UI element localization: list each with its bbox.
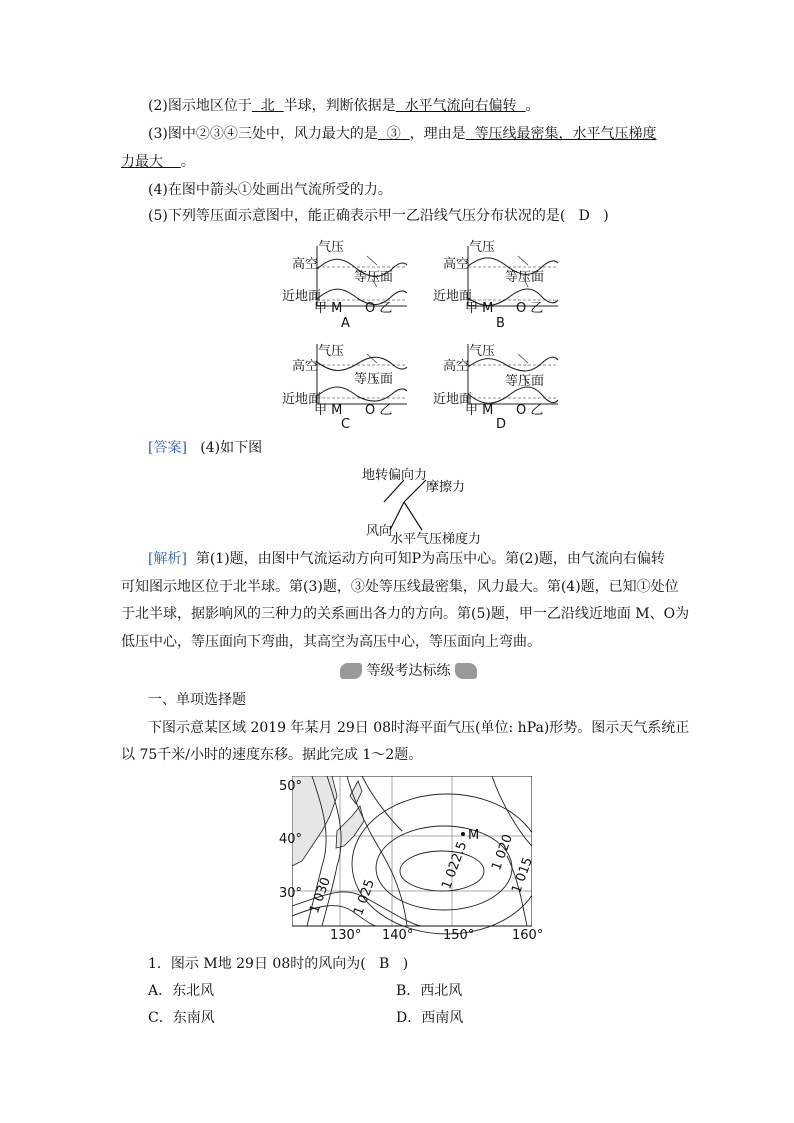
isobaric-diagrams	[0, 232, 794, 432]
map-lon150: 150°	[443, 928, 475, 943]
section-banner: 等级考达标练	[340, 660, 477, 680]
a-ground: 近地面	[282, 289, 322, 304]
d-high: 高空	[443, 359, 470, 374]
c-ground: 近地面	[282, 392, 322, 407]
label-a: A	[341, 316, 350, 331]
isobar-1030: 1 030	[307, 875, 335, 916]
q2-line: (2)图示地区位于 北 半球，判断依据是 水平气流向右偏转 。	[148, 98, 540, 114]
label-d: D	[496, 417, 507, 432]
label-b: B	[496, 316, 505, 331]
c-yi: O 乙	[365, 403, 393, 418]
analysis-line4: 低压中心，等压面向下弯曲，其高空为高压中心，等压面向上弯曲。	[121, 634, 541, 650]
intro-line2: 以 75千米/小时的速度东移。据此完成 1～2题。	[121, 747, 423, 763]
q1-option-d: D．西南风	[396, 1010, 464, 1026]
c-pressure: 气压	[318, 344, 345, 359]
c-high: 高空	[292, 359, 319, 374]
q3-line2: 力最大 。	[121, 154, 195, 170]
a-yi: O 乙	[365, 301, 393, 316]
isobar-1020: 1 020	[489, 832, 517, 873]
a-pressure: 气压	[318, 240, 345, 255]
b-isobaric: 等压面	[505, 270, 545, 285]
map-lon160: 160°	[512, 928, 544, 943]
isobar-1022: 1 022.5	[439, 839, 471, 892]
answer-line: [答案] (4)如下图	[148, 440, 263, 456]
b-pressure: 气压	[469, 240, 496, 255]
b-yi: O 乙	[516, 301, 544, 316]
q4-line: (4)在图中箭头①处画出气流所受的力。	[148, 182, 392, 198]
d-pressure: 气压	[469, 344, 496, 359]
b-ground: 近地面	[433, 289, 473, 304]
d-yi: O 乙	[516, 403, 544, 418]
q1-option-c: C．东南风	[148, 1010, 215, 1026]
map-lon140: 140°	[382, 928, 414, 943]
q1-stem: 1．图示 M地 29日 08时的风向为( B )	[148, 956, 409, 972]
b-high: 高空	[443, 257, 470, 272]
map-lat50: 50°	[279, 779, 303, 794]
label-pgf: 水平气压梯度力	[390, 532, 482, 547]
map-lat40: 40°	[279, 832, 303, 847]
q1-option-b: B．西北风	[396, 983, 463, 999]
quote-right-icon	[455, 663, 477, 679]
d-ground: 近地面	[433, 392, 473, 407]
map-lon130: 130°	[330, 928, 362, 943]
label-coriolis: 地转偏向力	[362, 468, 428, 483]
isobar-1015: 1 015	[509, 855, 537, 896]
section-title: 一、单项选择题	[148, 692, 246, 708]
analysis-line3: 于北半球，据影响风的三种力的关系画出各力的方向。第(5)题，甲一乙沿线近地面 M、O为	[121, 606, 690, 622]
c-jia: 甲 M	[314, 403, 343, 418]
analysis-line2: 可知图示地区位于北半球。第(3)题，③处等压线最密集，风力最大。第(4)题，已知①处位	[121, 579, 679, 595]
q1-option-a: A．东北风	[148, 983, 215, 999]
q3-line1: (3)图中②③④三处中，风力最大的是 ③ ，理由是 等压线最密集，水平气压梯度	[148, 126, 657, 142]
intro-line1: 下图示意某区域 2019 年某月 29日 08时海平面气压(单位: hPa)形势。图示天气系统正	[148, 720, 690, 736]
a-jia: 甲 M	[314, 301, 343, 316]
quote-left-icon	[340, 663, 362, 679]
c-isobaric: 等压面	[354, 372, 394, 387]
a-isobaric: 等压面	[354, 270, 394, 285]
d-isobaric: 等压面	[505, 374, 545, 389]
analysis-line1: [解析] 第(1)题，由图中气流运动方向可知P为高压中心。第(2)题，由气流向右偏转	[148, 551, 665, 567]
a-high: 高空	[292, 257, 319, 272]
d-jia: 甲 M	[465, 403, 494, 418]
b-jia: 甲 M	[465, 301, 494, 316]
isobar-1025: 1 025	[351, 877, 379, 918]
label-friction: 摩擦力	[426, 480, 466, 495]
label-wind: 风向	[366, 524, 393, 539]
map-lat30: 30°	[279, 886, 303, 901]
label-c: C	[341, 417, 351, 432]
map-m: M	[468, 828, 480, 843]
q5-line: (5)下列等压面示意图中，能正确表示甲一乙沿线气压分布状况的是( D )	[148, 208, 609, 224]
